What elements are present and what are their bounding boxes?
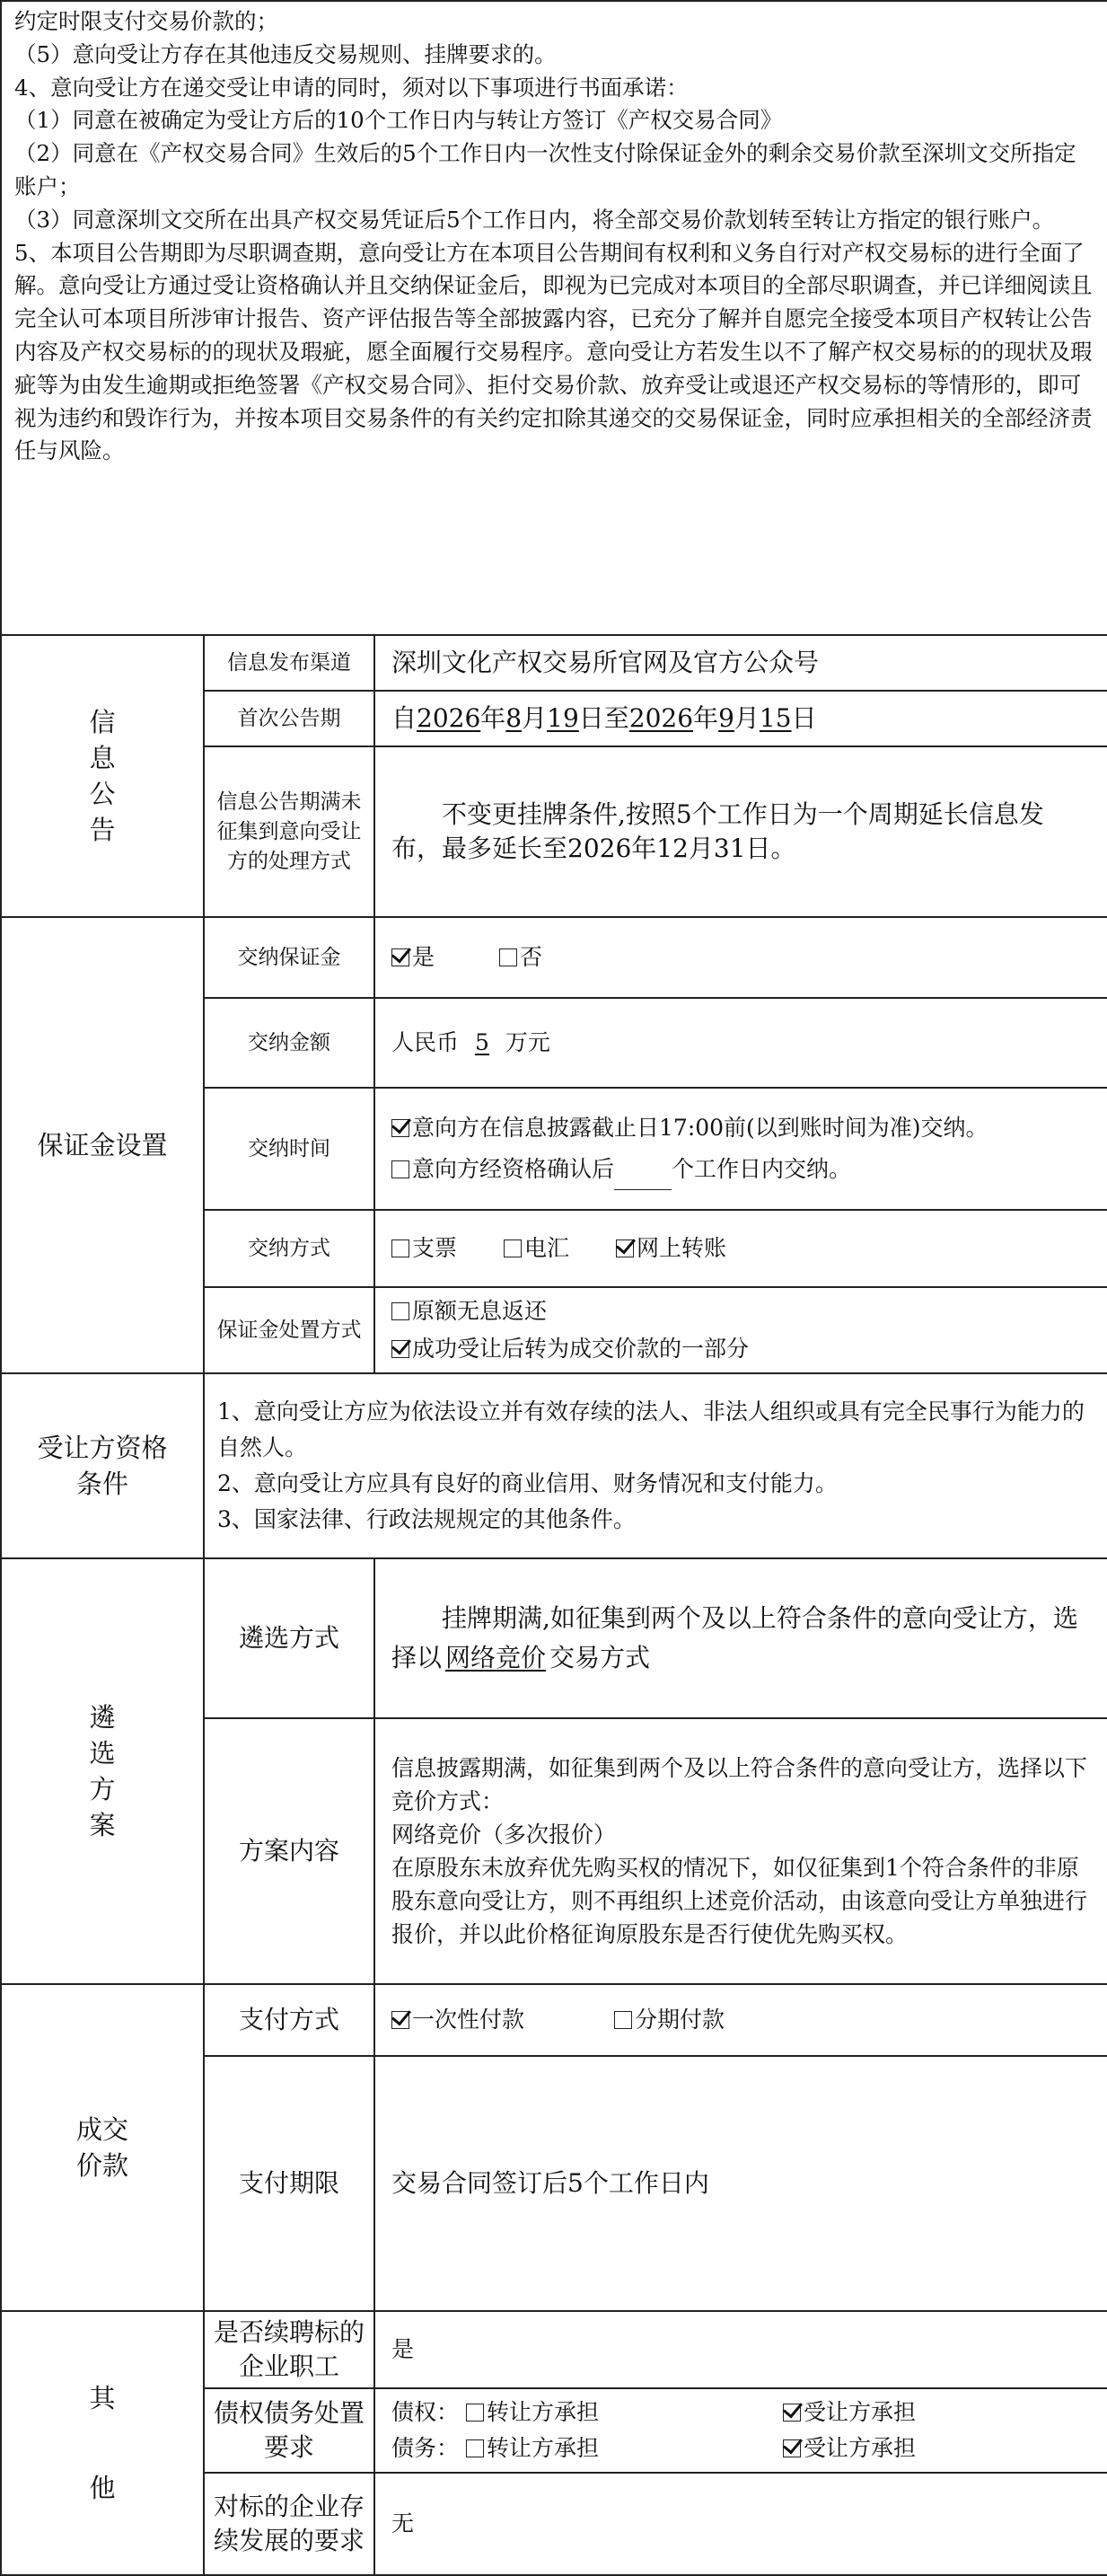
unchecked-box-icon [504, 1239, 522, 1257]
selection-content-label: 方案内容 [204, 1718, 374, 1984]
qualification-category: 受让方资格 条件 [1, 1373, 204, 1558]
checked-box-icon [391, 2011, 409, 2029]
info-announcement-category: 信 息 公 告 [1, 635, 204, 917]
debt-options [374, 2388, 1107, 2473]
checked-box-icon [783, 2404, 801, 2422]
debt-label: 债权债务处置要求 [204, 2388, 374, 2473]
selection-content: 信息披露期满，如征集到两个及以上符合条件的意向受让方，选择以下竞价方式： 网络竞价（多次报价） 在原股东未放弃优先购买权的情况下，如仅征集到1个符合条件的非原股东意向受让方，则不再组织上述竞价活动，由该意向受让方单独进行报价，并以此价格征询原股东是否行使优先购买权。 [374, 1718, 1107, 1984]
selection-method-label: 遴选方式 [204, 1558, 374, 1718]
deposit-category: 保证金设置 [1, 917, 204, 1373]
price-category: 成交 价款 [1, 1984, 204, 2311]
other-category: 其 他 [1, 2311, 204, 2575]
staff-label: 是否续聘标的企业职工 [204, 2311, 374, 2388]
staff-value: 是 [374, 2311, 1107, 2388]
unchecked-box-icon [466, 2439, 484, 2457]
deposit-time-label: 交纳时间 [204, 1088, 374, 1210]
development-value: 无 [374, 2473, 1107, 2575]
pay-installment-option[interactable]: 分期付款 [614, 2003, 725, 2037]
deposit-disposal-label: 保证金处置方式 [204, 1287, 374, 1373]
intro-paragraph: （2）同意在《产权交易合同》生效后的5个工作日内一次性支付除保证金外的剩余交易价款至深圳文交所指定账户； [14, 140, 1076, 199]
claim-transferee-option[interactable]: 受让方承担 [783, 2395, 916, 2430]
checked-box-icon [391, 1340, 409, 1358]
intro-paragraph: （1）同意在被确定为受让方后的10个工作日内与转让方签订《产权交易合同》 [14, 107, 783, 134]
unchecked-box-icon [391, 1160, 409, 1178]
selection-category: 遴 选 方 案 [1, 1558, 204, 1984]
method-cheque-option[interactable]: 支票 [391, 1231, 457, 1266]
claim-transferor-option[interactable]: 转让方承担 [466, 2395, 599, 2430]
deposit-yes-option[interactable]: 是 [391, 940, 435, 975]
deposit-method-options [374, 1210, 1107, 1287]
announcement-period: 自2026年8月19日至2026年9月15日 [374, 691, 1107, 746]
deposit-time-option-1[interactable]: 意向方在信息披露截止日17:00前(以到账时间为准)交纳。 [391, 1107, 1091, 1149]
period-label: 首次公告期 [204, 691, 374, 746]
intro-paragraph: 5、本项目公告期即为尽职调查期，意向受让方在本项目公告期间有权利和义务自行对产权交易标的进行全面了解。意向受让方通过受让资格确认并且交纳保证金后，即视为已完成对本项目的全部尽职调查，并已详细阅读且完全认可本项目所涉审计报告、资产评估报告等全部披露内容，已充分了解并自愿完全接受本项目产权转让公告内容及产权交易标的的现状及瑕疵，愿全面履行交易程序。意向受让方若发生以不了解产权交易标的的现状及瑕疵等为由发生逾期或拒绝签署《产权交易合同》、拒付交易价款、放弃受让或退还产权交易标的等情形的，即可视为违约和毁诈行为，并按本项目交易条件的有关约定扣除其递交的交易保证金，同时应承担相关的全部经济责任与风险。 [14, 239, 1093, 464]
deposit-pay-options [374, 917, 1107, 998]
unchecked-box-icon [499, 948, 517, 966]
qualification-item: 3、国家法律、行政法规规定的其他条件。 [217, 1506, 636, 1532]
intro-paragraph: 约定时限支付交易价款的； [14, 8, 278, 34]
pay-method-label: 支付方式 [204, 1984, 374, 2056]
deposit-disposal-options [374, 1287, 1107, 1373]
development-label: 对标的企业存续发展的要求 [204, 2473, 374, 2575]
selection-method-value: 挂牌期满,如征集到两个及以上符合条件的意向受让方，选择以 网络竞价 交易方式 [374, 1558, 1107, 1718]
intro-paragraph: （5）意向受让方存在其他违反交易规则、挂牌要求的。 [14, 40, 557, 67]
claim-row: 债权： 转让方承担 受让方承担 [391, 2395, 1091, 2430]
debt-transferee-option[interactable]: 受让方承担 [783, 2430, 916, 2466]
commitment-notes [1, 1, 1107, 635]
expiry-handling-label: 信息公告期满未征集到意向受让方的处理方式 [204, 746, 374, 917]
method-wire-option[interactable]: 电汇 [504, 1231, 569, 1266]
deposit-time-option-2[interactable]: 意向方经资格确认后 个工作日内交纳。 [391, 1149, 1091, 1190]
deposit-amount-label: 交纳金额 [204, 998, 374, 1088]
unchecked-box-icon [391, 1302, 409, 1320]
checked-box-icon [391, 1119, 409, 1137]
checked-box-icon [391, 948, 409, 966]
qualification-items [204, 1373, 1107, 1558]
intro-paragraph: 4、意向受让方在递交受让申请的同时，须对以下事项进行书面承诺： [14, 74, 689, 101]
pay-deadline-value: 交易合同签订后5个工作日内 [374, 2056, 1107, 2311]
deposit-pay-label: 交纳保证金 [204, 917, 374, 998]
deposit-time-options [374, 1088, 1107, 1210]
expiry-handling-value: 不变更挂牌条件,按照5个工作日为一个周期延长信息发布，最多延长至2026年12月31日。 [374, 746, 1107, 917]
channel-value: 深圳文化产权交易所官网及官方公众号 [374, 635, 1107, 691]
unchecked-box-icon [391, 1239, 409, 1257]
deposit-method-label: 交纳方式 [204, 1210, 374, 1287]
deposit-no-option[interactable]: 否 [499, 940, 542, 975]
pay-method-options [374, 1984, 1107, 2056]
pay-deadline-label: 支付期限 [204, 2056, 374, 2311]
debt-transferor-option[interactable]: 转让方承担 [466, 2430, 599, 2466]
qualification-item: 1、意向受让方应为依法设立并有效存续的法人、非法人组织或具有完全民事行为能力的自然人。 [217, 1398, 1085, 1460]
method-online-option[interactable]: 网上转账 [616, 1231, 726, 1266]
unchecked-box-icon [466, 2404, 484, 2422]
deposit-amount: 人民币 5 万元 [374, 998, 1107, 1088]
checked-box-icon [783, 2439, 801, 2457]
disposal-option-1[interactable]: 原额无息返还 [391, 1292, 1091, 1330]
channel-label: 信息发布渠道 [204, 635, 374, 691]
pay-once-option[interactable]: 一次性付款 [391, 2003, 524, 2037]
checked-box-icon [616, 1239, 634, 1257]
debt-row: 债务： 转让方承担 受让方承担 [391, 2430, 1091, 2466]
intro-paragraph: （3）同意深圳文交所在出具产权交易凭证后5个工作日内，将全部交易价款划转至转让方指定的银行账户。 [14, 206, 1055, 233]
unchecked-box-icon [614, 2011, 632, 2029]
qualification-item: 2、意向受让方应具有良好的商业信用、财务情况和支付能力。 [217, 1470, 838, 1496]
disposal-option-2[interactable]: 成功受让后转为成交价款的一部分 [391, 1330, 1091, 1368]
